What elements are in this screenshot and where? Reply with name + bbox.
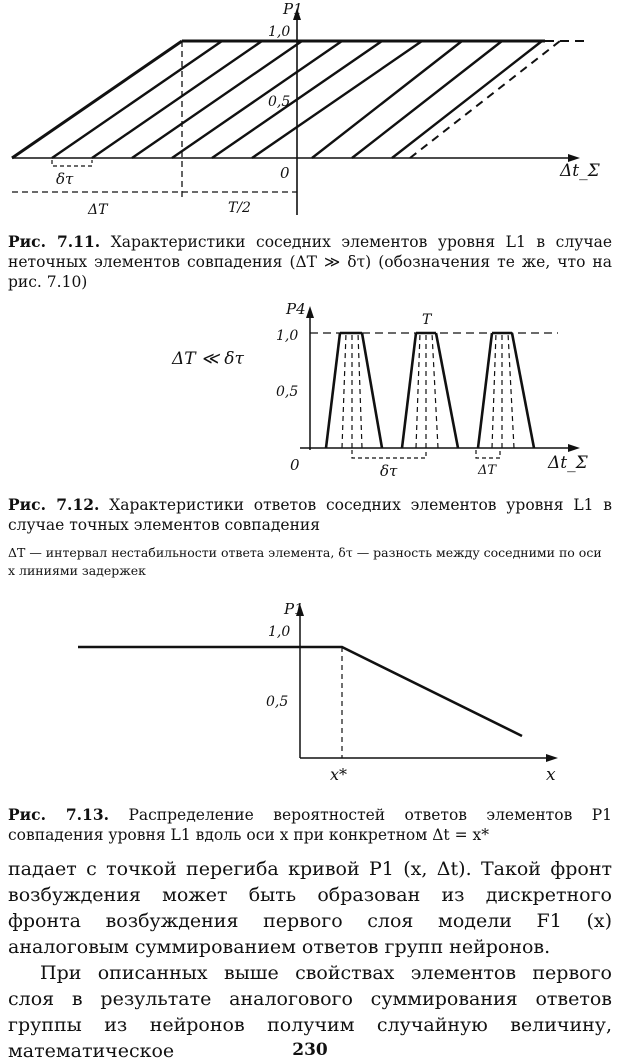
tick-0-5: 0,5 <box>276 384 299 400</box>
tick-0-5: 0,5 <box>268 94 291 110</box>
delta-t-bracket <box>476 450 500 458</box>
x-axis-arrow <box>546 754 558 762</box>
tick-1-0: 1,0 <box>268 624 291 640</box>
pulse-1 <box>326 333 382 448</box>
pulse-3-dashed <box>492 333 514 448</box>
pulse-2 <box>402 333 458 448</box>
body-paragraph-1: падает с точкой перегиба кривой P1 (x, Δt). Такой фронт возбуждения может быть образован из дискретного фронта возбуждения первого слоя модели F1 (x) аналоговым суммированием ответов групп нейронов. <box>8 858 612 958</box>
caption-number: Рис. 7.13. <box>8 805 110 824</box>
caption-text: Распределение вероятностей ответов элементов P1 совпадения уровня L1 вдоль оси x при конкретном Δt = x* <box>8 806 613 844</box>
x-axis-label: Δt_Σ <box>548 453 588 473</box>
caption-text: Характеристики соседних элементов уровня L1 в случае неточных элементов совпадения (ΔT ≫ δτ) (обозначения те же, что на рис. 7.10) <box>8 233 612 291</box>
figure-7-11 <box>0 0 620 225</box>
x-star-label: x* <box>330 765 348 784</box>
caption-7-12 <box>8 495 612 535</box>
delta-tau-bracket <box>352 450 426 458</box>
caption-7-11 <box>8 232 612 292</box>
delta-tau-label: δτ <box>56 170 74 188</box>
y-axis-arrow <box>306 306 314 318</box>
t-half-label: T/2 <box>228 200 251 216</box>
caption-number: Рис. 7.11. <box>8 232 101 251</box>
tick-0-5: 0,5 <box>266 694 289 710</box>
origin-label: 0 <box>280 164 290 182</box>
delta-t-label: ΔT <box>478 463 497 478</box>
pulse-3 <box>478 333 534 448</box>
tick-1-0: 1,0 <box>276 328 299 344</box>
tick-1-0: 1,0 <box>268 24 291 40</box>
x-axis-label: Δt_Σ <box>560 161 600 181</box>
caption-note-7-12: ΔT — интервал нестабильности ответа элемента, δτ — разность между соседними по оси x линиями задержек <box>8 545 602 578</box>
inset-condition: ΔT ≪ δτ <box>172 349 244 369</box>
delta-t-label: ΔT <box>88 202 108 218</box>
y-axis-label: P4 <box>286 300 306 318</box>
y-axis-label: P1 <box>284 600 304 618</box>
caption-number: Рис. 7.12. <box>8 495 100 514</box>
t-label: T <box>422 312 432 328</box>
x-axis-arrow <box>568 444 580 452</box>
caption-7-13 <box>8 805 612 845</box>
caption-text: Характеристики ответов соседних элементов уровня L1 в случае точных элементов совпадения <box>8 496 612 534</box>
figure-7-12 <box>0 300 620 485</box>
y-axis-label: P1 <box>283 0 303 18</box>
delta-tau-bracket <box>52 160 92 166</box>
x-axis-label: x <box>546 765 556 785</box>
delta-tau-label: δτ <box>380 462 398 480</box>
page-number: 230 <box>292 1040 328 1060</box>
pulse-2-dashed <box>416 333 438 448</box>
figure-7-13 <box>0 590 620 790</box>
origin-label: 0 <box>290 456 300 474</box>
pulse-1-dashed <box>342 333 362 448</box>
hatching-dashed <box>410 41 560 158</box>
body-paragraph-2-text: При описанных выше свойствах элементов первого слоя в результате аналогового суммирования ответов группы из нейронов получим случайную величину, математическое <box>8 962 612 1062</box>
